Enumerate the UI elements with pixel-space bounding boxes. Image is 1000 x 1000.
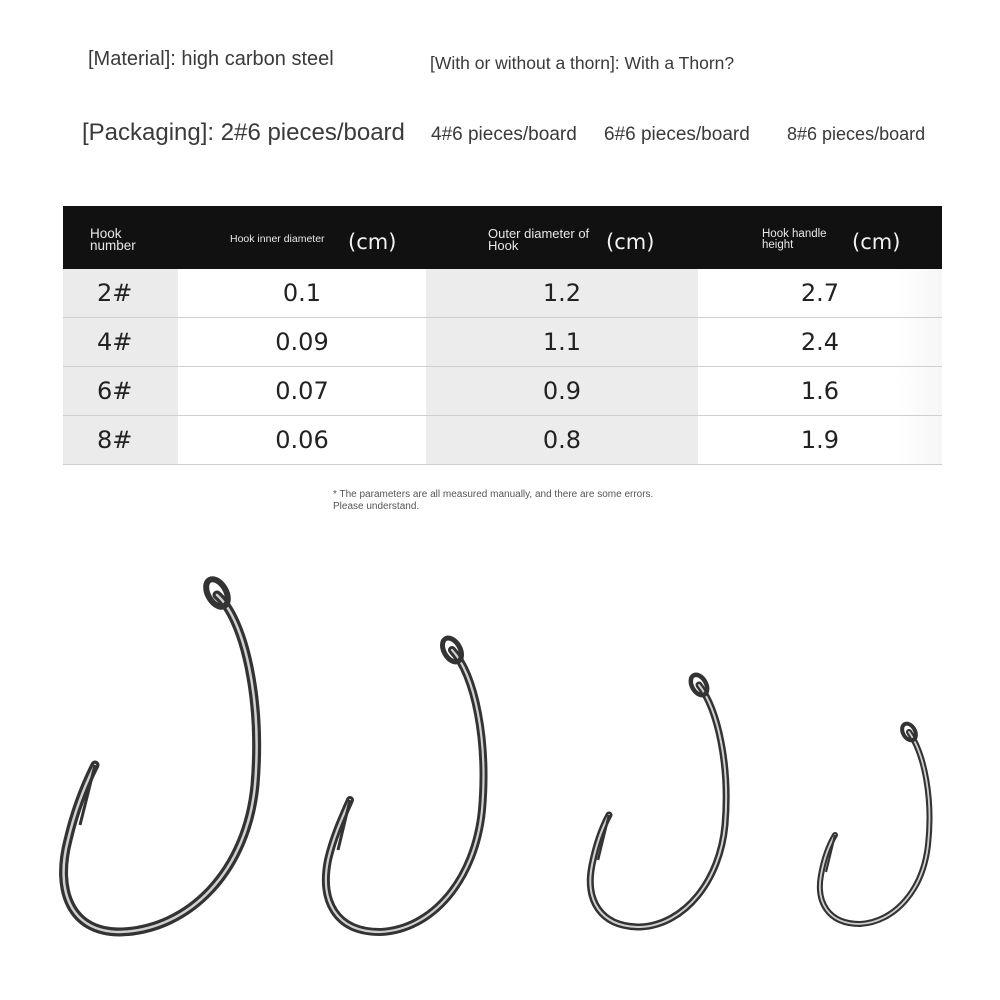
header-inner-diameter (178, 206, 426, 269)
hook-number-cell: 2# (63, 269, 178, 317)
table-row (63, 318, 942, 367)
packaging-option-8: 8#6 pieces/board (787, 124, 926, 144)
outer-diameter-cell: 1.1 (426, 318, 698, 366)
table-header (63, 206, 942, 269)
packaging-option-6: 6#6 pieces/board (604, 124, 750, 145)
handle-height-cell: 1.9 (698, 416, 942, 464)
table-row (63, 269, 942, 318)
header-label: Hook number (90, 226, 136, 253)
header-label: Outer diameter of Hook (488, 226, 590, 253)
header-unit: (cm) (852, 230, 901, 254)
fish-hook-8 (820, 721, 930, 924)
hook-number-cell: 8# (63, 416, 178, 464)
material-spec: [Material]: high carbon steel (88, 48, 334, 70)
table-row (63, 416, 942, 465)
table-row (63, 367, 942, 416)
measurement-note: * The parameters are all measured manually, and there are some errors. Please understand. (333, 489, 654, 512)
header-outer-diameter (426, 206, 698, 269)
header-unit: (cm) (348, 230, 397, 254)
fish-hook-2 (64, 576, 257, 932)
outer-diameter-cell: 1.2 (426, 269, 698, 317)
hook-number-cell: 6# (63, 367, 178, 415)
header-handle-height (698, 206, 942, 269)
header-unit: (cm) (606, 230, 655, 254)
inner-diameter-cell: 0.06 (178, 416, 426, 464)
packaging-spec: [Packaging]: 2#6 pieces/board (82, 119, 405, 146)
header-hook-number (63, 206, 178, 269)
inner-diameter-cell: 0.1 (178, 269, 426, 317)
handle-height-cell: 2.4 (698, 318, 942, 366)
inner-diameter-cell: 0.09 (178, 318, 426, 366)
fish-hook-6 (590, 672, 726, 927)
hook-spec-table (63, 206, 942, 462)
handle-height-cell: 2.7 (698, 269, 942, 317)
inner-diameter-cell: 0.07 (178, 367, 426, 415)
outer-diameter-cell: 0.8 (426, 416, 698, 464)
handle-height-cell: 1.6 (698, 367, 942, 415)
header-label: Hook handle height (762, 228, 827, 251)
thorn-spec: [With or without a thorn]: With a Thorn? (430, 53, 735, 73)
hook-number-cell: 4# (63, 318, 178, 366)
outer-diameter-cell: 0.9 (426, 367, 698, 415)
packaging-option-4: 4#6 pieces/board (431, 124, 577, 145)
header-label: Hook inner diameter (230, 233, 325, 245)
hooks-illustration (0, 560, 1000, 960)
fish-hook-4 (326, 635, 484, 932)
